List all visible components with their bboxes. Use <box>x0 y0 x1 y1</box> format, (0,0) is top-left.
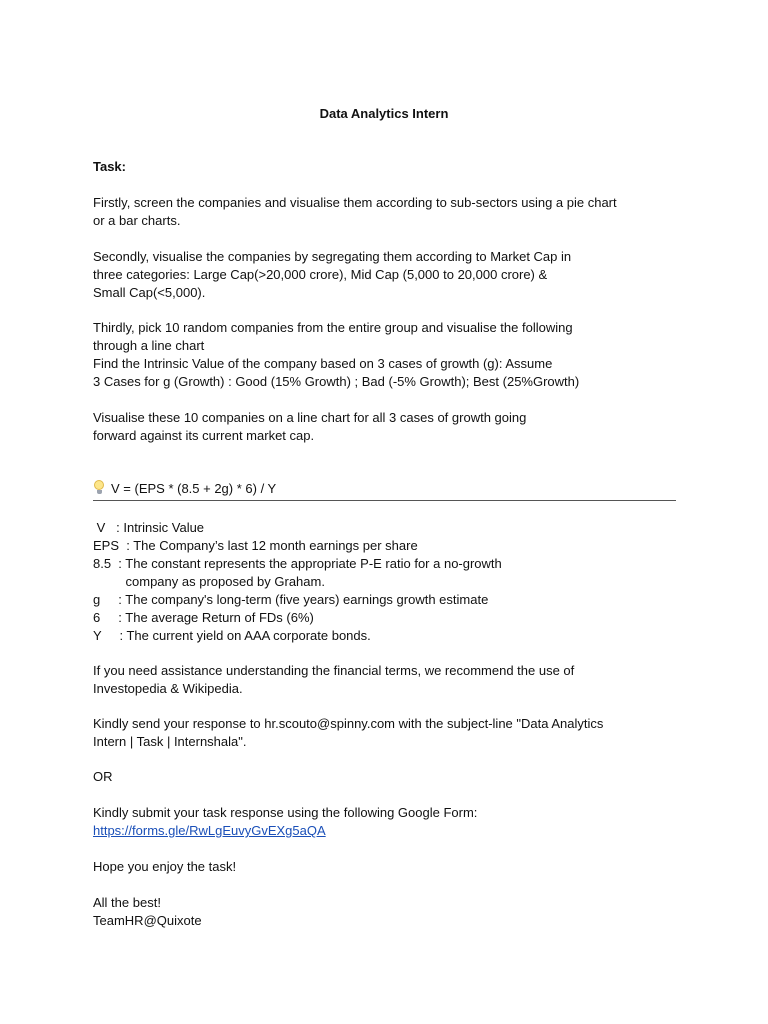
definition-text: : The current yield on AAA corporate bonds. <box>101 628 371 643</box>
definition-key: g <box>93 592 101 607</box>
paragraph-line: Visualise these 10 companies on a line chart for all 3 cases of growth going <box>93 410 527 425</box>
paragraph-line: three categories: Large Cap(>20,000 crore), Mid Cap (5,000 to 20,000 crore) & <box>93 267 548 282</box>
definition-key: 8.5 <box>93 556 112 571</box>
google-form-link[interactable]: https://forms.gle/RwLgEuvyGvEXg5aQA <box>93 823 326 838</box>
definition-row <box>93 555 502 573</box>
definition-row <box>93 573 325 591</box>
paragraph-line: Small Cap(<5,000). <box>93 285 206 300</box>
paragraph-line: Secondly, visualise the companies by segregating them according to Market Cap in <box>93 249 572 264</box>
closing-line: Hope you enjoy the task! <box>93 859 237 874</box>
paragraph-line: If you need assistance understanding the financial terms, we recommend the use of <box>93 663 575 678</box>
definition-text: : Intrinsic Value <box>105 520 205 535</box>
document-title: Data Analytics Intern <box>319 106 449 121</box>
paragraph-line: Find the Intrinsic Value of the company based on 3 cases of growth (g): Assume <box>93 356 553 371</box>
task-heading: Task: <box>93 159 126 174</box>
paragraph-line: or a bar charts. <box>93 213 181 228</box>
paragraph-line: Investopedia & Wikipedia. <box>93 681 243 696</box>
definition-key: 6 <box>93 610 101 625</box>
definition-key: EPS <box>93 538 120 553</box>
paragraph-line: through a line chart <box>93 338 205 353</box>
paragraph-line: Kindly submit your task response using the following Google Form: <box>93 805 478 820</box>
closing-line: All the best! <box>93 895 161 910</box>
paragraph-line: Thirdly, pick 10 random companies from the entire group and visualise the following <box>93 320 573 335</box>
definition-text: : The Company’s last 12 month earnings per share <box>119 538 418 553</box>
paragraph-line: Firstly, screen the companies and visualise them according to sub-sectors using a pie chart <box>93 195 617 210</box>
or-text: OR <box>93 769 113 784</box>
definition-row <box>93 519 204 537</box>
definition-row <box>93 627 371 645</box>
formula-row <box>93 480 676 501</box>
definition-row <box>93 609 314 627</box>
signature: TeamHR@Quixote <box>93 913 202 928</box>
lightbulb-icon <box>93 480 105 496</box>
definition-text: company as proposed by Graham. <box>93 574 325 589</box>
definition-row <box>93 537 418 555</box>
paragraph-line: forward against its current market cap. <box>93 428 315 443</box>
definition-key: Y <box>93 628 102 643</box>
paragraph-line: Intern | Task | Internshala". <box>93 734 247 749</box>
definition-text: : The company's long-term (five years) earnings growth estimate <box>100 592 489 607</box>
paragraph-line: 3 Cases for g (Growth) : Good (15% Growth) ; Bad (-5% Growth); Best (25%Growth) <box>93 374 580 389</box>
paragraph-line: Kindly send your response to hr.scouto@spinny.com with the subject-line "Data Analytics <box>93 716 604 731</box>
definition-text: : The average Return of FDs (6%) <box>100 610 314 625</box>
formula-text: V = (EPS * (8.5 + 2g) * 6) / Y <box>111 481 277 496</box>
definition-row <box>93 591 488 609</box>
definition-key: V <box>93 520 106 535</box>
definition-text: : The constant represents the appropriate P-E ratio for a no-growth <box>111 556 502 571</box>
